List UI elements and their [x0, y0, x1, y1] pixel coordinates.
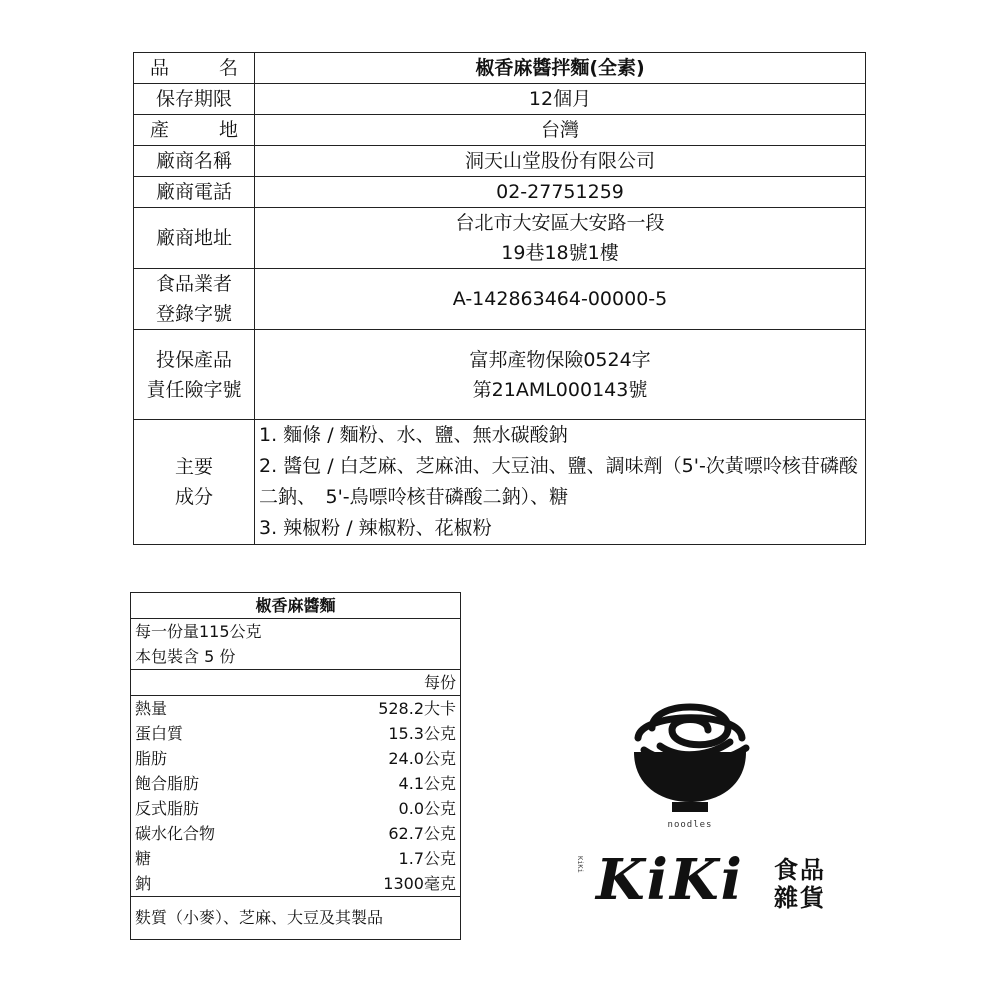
shelf-life-value: 12個月 [255, 84, 866, 115]
brand-block [572, 847, 862, 920]
noodle-bowl-icon [560, 690, 820, 820]
brand-small-mark: KiKi [576, 856, 584, 873]
insurance-line-2: 第21AML000143號 [472, 378, 648, 401]
noodles-text: noodles [667, 820, 713, 830]
registration-value: A-142863464-00000-5 [255, 269, 866, 330]
name-label: 品 名 [134, 53, 255, 84]
nutrient-row: 蛋白質 15.3公克 [135, 724, 456, 743]
nutrient-row: 糖 1.7公克 [135, 849, 456, 868]
name-value: 椒香麻醬拌麵(全素) [255, 53, 866, 84]
allergen-note: 麩質（小麥）、芝麻、大豆及其製品 [131, 896, 460, 939]
insurance-label: 投保產品 責任險字號 [134, 330, 255, 420]
brand-chinese-name: 食品雜貨 [774, 856, 826, 912]
origin-label: 產 地 [134, 115, 255, 146]
ingredient-line: 2. 醬包 / 白芝麻、芝麻油、大豆油、鹽、調味劑（5'-次黃嘌呤核苷磷酸二鈉、 5'-鳥嘌呤核苷磷酸二鈉）、糖 [259, 455, 858, 508]
ingredients-label: 主要 成分 [134, 420, 255, 545]
shelf-life-label: 保存期限 [134, 84, 255, 115]
address-value [255, 208, 866, 269]
address-line-2: 19巷18號1樓 [501, 242, 619, 264]
insurance-value [255, 330, 866, 420]
nutrient-row: 鈉 1300毫克 [135, 874, 456, 893]
phone-value: 02-27751259 [255, 177, 866, 208]
maker-value: 洞天山堂股份有限公司 [255, 146, 866, 177]
servings-per-pack: 本包裝含 5 份 [135, 647, 236, 666]
nutrient-row: 熱量 528.2大卡 [135, 699, 456, 718]
nutrient-row: 反式脂肪 0.0公克 [135, 799, 456, 818]
maker-label: 廠商名稱 [134, 146, 255, 177]
nutrient-row: 碳水化合物 62.7公克 [135, 824, 456, 843]
phone-label: 廠商電話 [134, 177, 255, 208]
registration-label: 食品業者 登錄字號 [134, 269, 255, 330]
address-label: 廠商地址 [134, 208, 255, 269]
insurance-line-1: 富邦產物保險0524字 [469, 348, 651, 371]
per-serving-header: 每份 [131, 669, 460, 695]
nutrient-row: 飽合脂肪 4.1公克 [135, 774, 456, 793]
serving-size: 每一份量115公克 [135, 622, 262, 641]
ingredient-line: 3. 辣椒粉 / 辣椒粉、花椒粉 [259, 517, 492, 539]
address-line-1: 台北市大安區大安路一段 [455, 212, 665, 234]
nutrition-title: 椒香麻醬麵 [131, 593, 460, 619]
ingredient-line: 1. 麵條 / 麵粉、水、鹽、無水碳酸鈉 [259, 424, 568, 446]
brand-wordmark: KiKi [596, 847, 744, 913]
product-info-table [133, 52, 866, 545]
ingredients-value [255, 420, 866, 545]
kiki-logo [560, 690, 860, 930]
origin-value: 台灣 [255, 115, 866, 146]
nutrient-row: 脂肪 24.0公克 [135, 749, 456, 768]
nutrition-table [130, 592, 461, 940]
